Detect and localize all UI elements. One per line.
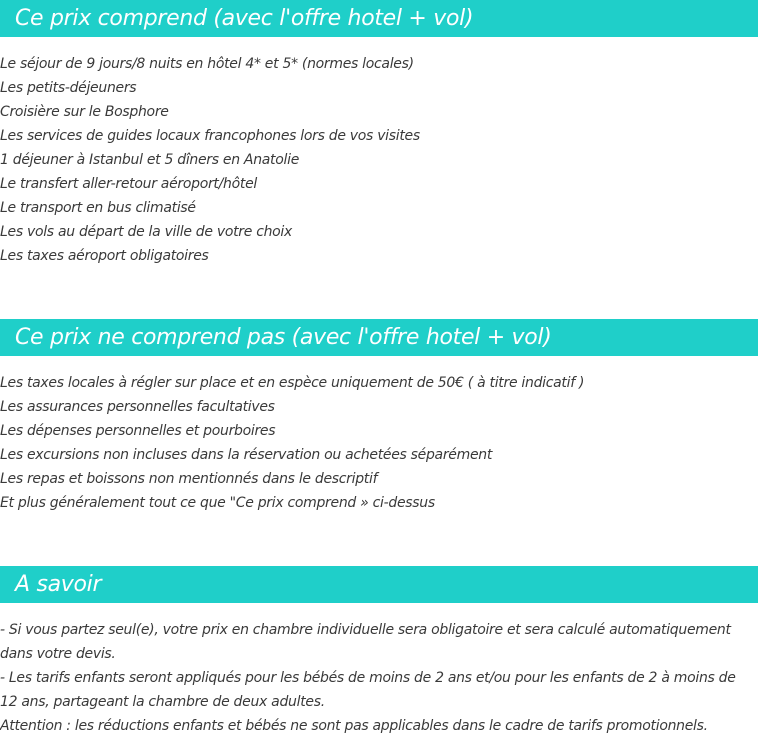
included-list xyxy=(0,52,758,268)
paragraph: - Les tarifs enfants seront appliqués pour les bébés de moins de 2 ans et/ou pour les enfants de 2 à moins de 12 ans, partageant la chambre de deux adultes. xyxy=(0,670,736,710)
section-not-included xyxy=(0,319,758,515)
list-item: Les taxes locales à régler sur place et en espèce uniquement de 50€ ( à titre indicatif ) xyxy=(0,375,585,391)
not-included-list xyxy=(0,371,758,515)
good-to-know-text xyxy=(0,618,758,738)
paragraph: - Si vous partez seul(e), votre prix en chambre individuelle sera obligatoire et sera calculé automatiquement dans votre devis. xyxy=(0,622,731,662)
list-item: Le transfert aller-retour aéroport/hôtel xyxy=(0,176,257,192)
list-item: Croisière sur le Bosphore xyxy=(0,104,169,120)
list-item: Les dépenses personnelles et pourboires xyxy=(0,423,276,439)
section-title-not-included: Ce prix ne comprend pas (avec l'offre hotel + vol) xyxy=(0,319,758,356)
list-item: Les petits-déjeuners xyxy=(0,80,137,96)
section-included xyxy=(0,0,758,268)
section-title-good-to-know: A savoir xyxy=(0,566,758,603)
paragraph: Attention : les réductions enfants et bébés ne sont pas applicables dans le cadre de tarifs promotionnels. xyxy=(0,718,708,734)
list-item: Les repas et boissons non mentionnés dans le descriptif xyxy=(0,471,378,487)
list-item: Le séjour de 9 jours/8 nuits en hôtel 4* et 5* (normes locales) xyxy=(0,56,414,72)
list-item: Les vols au départ de la ville de votre choix xyxy=(0,224,293,240)
section-title-included: Ce prix comprend (avec l'offre hotel + vol) xyxy=(0,0,758,37)
list-item: Le transport en bus climatisé xyxy=(0,200,196,216)
list-item: 1 déjeuner à Istanbul et 5 dîners en Anatolie xyxy=(0,152,300,168)
list-item: Les taxes aéroport obligatoires xyxy=(0,248,209,264)
section-good-to-know xyxy=(0,566,758,738)
list-item: Les assurances personnelles facultatives xyxy=(0,399,275,415)
list-item: Et plus généralement tout ce que "Ce prix comprend » ci-dessus xyxy=(0,495,435,511)
list-item: Les services de guides locaux francophones lors de vos visites xyxy=(0,128,420,144)
list-item: Les excursions non incluses dans la réservation ou achetées séparément xyxy=(0,447,493,463)
